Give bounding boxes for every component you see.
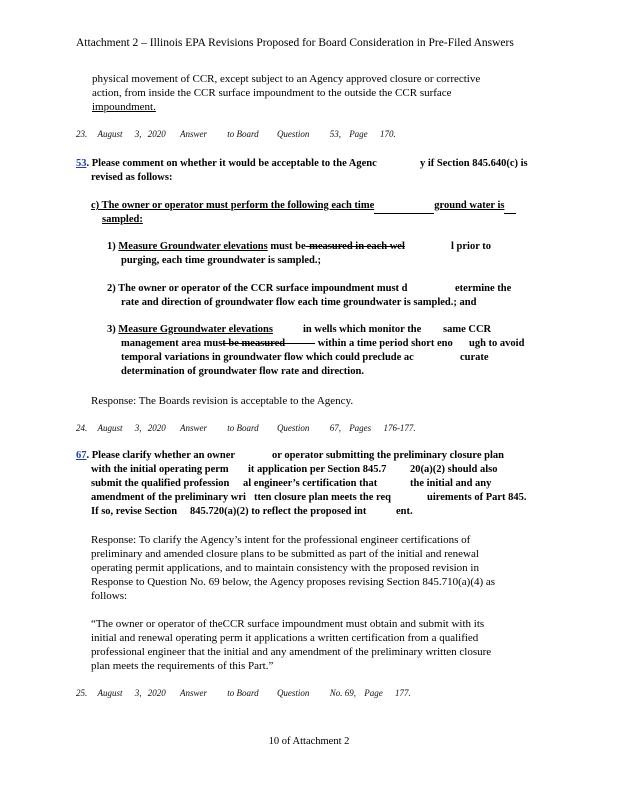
response-67-line: Response: To clarify the Agency’s intent for the professional engineer certifications of (91, 534, 471, 546)
quote-line: “The owner or operator of theCCR surface impoundment must obtain and submit with its (91, 618, 485, 630)
response-53: Response: The Boards revision is acceptable to the Agency. (91, 395, 354, 407)
question-67-line: If so, revise Section (91, 506, 178, 517)
intro-line: physical movement of CCR, except subject to an Agency approved closure or corrective (92, 73, 481, 85)
response-67-line: preliminary and amended closure plans to be submitted as part of the initial and renewal (91, 548, 479, 560)
question-67-line: with the initial operating perm (91, 464, 229, 475)
item-3: in wells which monitor the (303, 324, 422, 335)
question-67-line: or operator submitting the preliminary closure plan (272, 450, 504, 461)
item-3: curate (460, 352, 489, 363)
reference-line: 23. August 3, 2020 Answer to Board Question 53, Page 170. (76, 129, 396, 139)
page-footer: 10 of Attachment 2 (268, 736, 350, 747)
item-3: management area must be measured within a time period short eno (121, 338, 453, 349)
item-1: 1) Measure Groundwater elevations must be-measured in each wel (107, 241, 405, 252)
question-67-line: 845.720(a)(2) to reflect the proposed int (190, 506, 367, 517)
response-67-line: Response to Question No. 69 below, the Agency proposes revising Section 845.710(a)(4) as (91, 576, 496, 588)
question-67-link[interactable]: 67 (76, 450, 87, 461)
item-3: same CCR (443, 324, 492, 335)
clause-c: c) The owner or operator must perform the following each time ground water is (91, 199, 516, 214)
question-67-line: ent. (396, 506, 413, 517)
question-53-link[interactable]: 53 (76, 158, 87, 169)
item-2: 2) The owner or operator of the CCR surface impoundment must d (107, 283, 408, 294)
reference-line: 25. August 3, 2020 Answer to Board Question No. 69, Page 177. (76, 688, 411, 698)
reference-line: 24. August 3, 2020 Answer to Board Question 67, Pages 176-177. (76, 423, 416, 433)
question-67-line: 67. Please clarify whether an owner (76, 450, 236, 461)
question-53-line-tail: y if Section 845.640(c) is (420, 158, 528, 169)
response-67-line: operating permit applications, and to maintain consistency with the proposed revision in (91, 562, 479, 574)
item-3: determination of groundwater flow rate and direction. (121, 366, 364, 377)
quote-line: professional engineer that the initial and any amendment of the preliminary written closure (91, 646, 492, 658)
response-67-line: follows: (91, 590, 128, 602)
question-67-line: submit the qualified profession (91, 478, 230, 489)
item-1-tail: l prior to (451, 241, 492, 252)
question-67-line: tten closure plan meets the req (254, 492, 391, 503)
question-67-line: uirements of Part 845. (427, 492, 527, 503)
item-3: 3) Measure Ggroundwater elevations (107, 324, 273, 335)
question-67-line: 20(a)(2) should also (410, 464, 498, 475)
question-67-line: amendment of the preliminary wri (91, 492, 246, 503)
question-67-line: it application per Section 845.7 (248, 464, 387, 475)
item-3: ugh to avoid (469, 338, 525, 349)
question-53-line: 53. Please comment on whether it would be acceptable to the Agenc (76, 158, 377, 169)
question-53-line: revised as follows: (91, 172, 173, 183)
question-67-line: al engineer’s certification that (243, 478, 378, 489)
clause-c: sampled: (102, 214, 143, 225)
page-header: Attachment 2 – Illinois EPA Revisions Proposed for Board Consideration in Pre-Filed Answers (76, 37, 514, 49)
intro-line: action, from inside the CCR surface impoundment to the outside the CCR surface (92, 87, 452, 99)
item-3: temporal variations in groundwater flow which could preclude ac (121, 352, 414, 363)
question-67-line: the initial and any (410, 478, 492, 489)
item-2: rate and direction of groundwater flow each time groundwater is sampled.; and (121, 297, 477, 308)
item-1: purging, each time groundwater is sampled.; (121, 255, 321, 266)
quote-line: initial and renewal operating perm it applications a written certification from a qualified (91, 632, 479, 644)
item-2-tail: etermine the (455, 283, 512, 294)
quote-line: plan meets the requirements of this Part.” (91, 660, 274, 672)
intro-line: impoundment. (92, 101, 156, 113)
